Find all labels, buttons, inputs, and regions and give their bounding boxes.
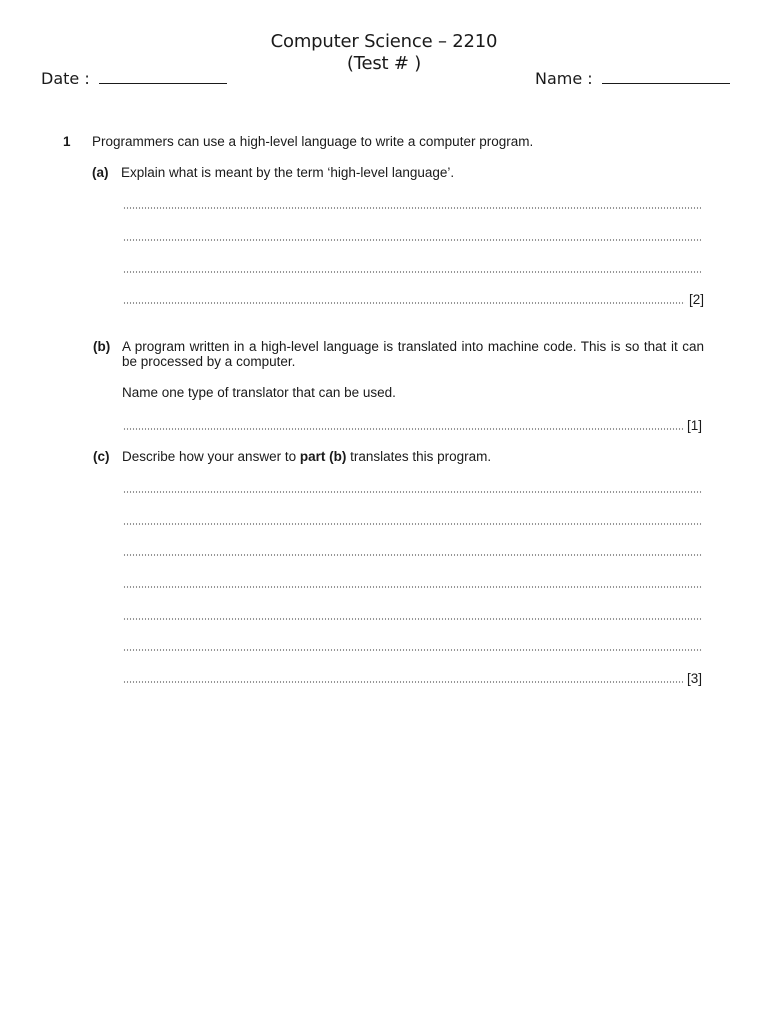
- part-c-text: [122, 449, 491, 464]
- part-c-marks: [3]: [687, 671, 703, 686]
- date-label: Date :: [41, 69, 90, 88]
- question-number: 1: [63, 134, 71, 149]
- answer-line-b1[interactable]: [123, 428, 683, 430]
- part-a-label: (a): [92, 165, 109, 180]
- name-field[interactable]: [535, 69, 730, 88]
- part-a-text: Explain what is meant by the term ‘high-level language’.: [121, 165, 455, 180]
- test-number-label: (Test # ): [346, 53, 422, 74]
- name-blank[interactable]: [602, 69, 730, 84]
- part-c-text-before: Describe how your answer to: [122, 449, 300, 464]
- answer-line-c7[interactable]: [123, 681, 683, 683]
- date-field[interactable]: [41, 69, 227, 88]
- answer-line-c4[interactable]: [123, 586, 702, 588]
- part-b-label: (b): [93, 339, 111, 354]
- part-c-label: (c): [93, 449, 110, 464]
- answer-line-c1[interactable]: [123, 491, 702, 493]
- answer-line-c5[interactable]: [123, 618, 702, 620]
- part-c-text-after: translates this program.: [346, 449, 492, 464]
- answer-line-a1[interactable]: [123, 207, 701, 209]
- part-b-marks: [1]: [687, 418, 703, 433]
- answer-line-a2[interactable]: [123, 239, 701, 241]
- part-b-prompt: Name one type of translator that can be used.: [122, 385, 396, 400]
- answer-line-c6[interactable]: [123, 649, 702, 651]
- page-title: Computer Science – 2210: [270, 31, 498, 52]
- question-stem: Programmers can use a high-level language to write a computer program.: [92, 134, 534, 149]
- answer-line-a3[interactable]: [123, 271, 701, 273]
- answer-line-c3[interactable]: [123, 554, 702, 556]
- answer-line-c2[interactable]: [123, 523, 702, 525]
- part-b-text: A program written in a high-level language is translated into machine code. This is so that it can be processed by a computer.: [122, 339, 704, 369]
- name-label: Name :: [535, 69, 593, 88]
- part-c-text-bold: part (b): [299, 449, 347, 464]
- part-a-marks: [2]: [689, 292, 705, 307]
- date-blank[interactable]: [99, 69, 227, 84]
- answer-line-a4[interactable]: [123, 302, 685, 304]
